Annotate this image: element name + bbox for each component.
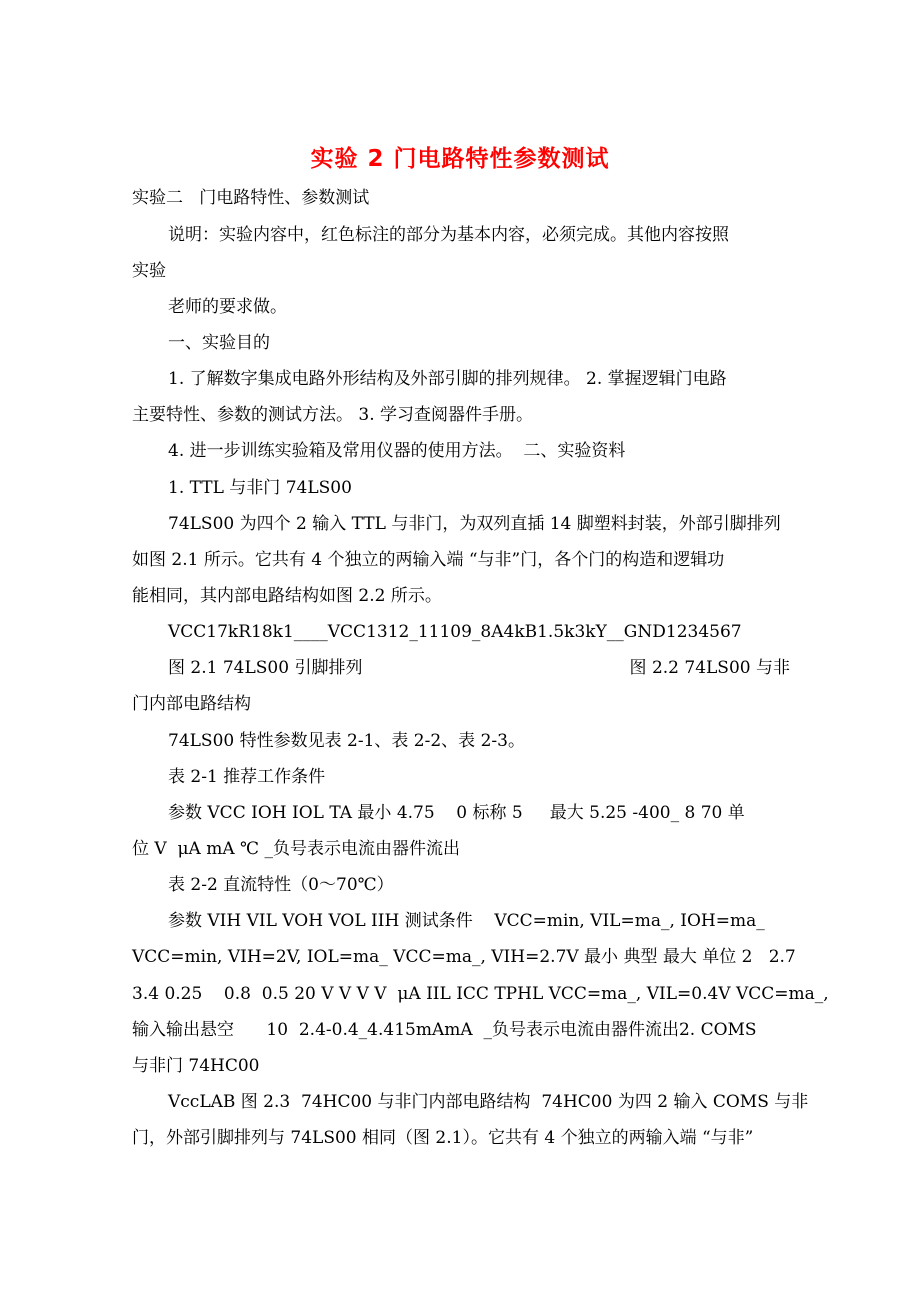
text-line: 老师的要求做。	[168, 297, 287, 317]
text-line: 门内部电路结构	[132, 694, 251, 714]
text-line: 与非门 74HC00	[132, 1056, 260, 1076]
text-line: 4. 进一步训练实验箱及常用仪器的使用方法。 二、实验资料	[168, 441, 626, 461]
text-line: VCC17kR18k1____VCC1312_11109_8A4kB1.5k3kY__GND1234567	[168, 622, 742, 642]
table-caption: 表 2-2 直流特性（0～70℃）	[168, 875, 394, 895]
text-line: 主要特性、参数的测试方法。 3. 学习查阅器件手册。	[132, 405, 534, 425]
text-line: 能相同，其内部电路结构如图 2.2 所示。	[132, 586, 442, 606]
text-line: VccLAB 图 2.3 74HC00 与非门内部电路结构 74HC00 为四 2 输入 COMS 与非	[168, 1092, 809, 1112]
text-line: 3.4 0.25 0.8 0.5 20 V V V V μA IIL ICC TPHL VCC=ma_, VIL=0.4V VCC=ma_,	[132, 984, 829, 1004]
page-title: 实验 2 门电路特性参数测试	[310, 146, 610, 172]
text-line: 一、实验目的	[168, 333, 270, 353]
text-line: 实验	[132, 261, 166, 281]
text-line: 74LS00 特性参数见表 2-1、表 2-2、表 2-3。	[168, 731, 525, 751]
text-line: 74LS00 为四个 2 输入 TTL 与非门，为双列直插 14 脚塑料封装，外部引脚排列	[168, 514, 781, 534]
text-line: 位 V μA mA ℃ _负号表示电流由器件流出	[132, 839, 460, 859]
figure-caption: 图 2.1 74LS00 引脚排列	[168, 658, 363, 678]
text-line: 实验二 门电路特性、参数测试	[132, 188, 370, 208]
text-line: 输入输出悬空 10 2.4-0.4_4.415mAmA _负号表示电流由器件流出2. COMS	[132, 1020, 757, 1040]
text-line: 门，外部引脚排列与 74LS00 相同（图 2.1）。它共有 4 个独立的两输入端 “与非”	[132, 1128, 754, 1148]
text-line: 参数 VCC IOH IOL TA 最小 4.75 0 标称 5 最大 5.25 -400_ 8 70 单	[168, 803, 745, 823]
table-caption: 表 2-1 推荐工作条件	[168, 767, 326, 787]
text-line: 1. 了解数字集成电路外形结构及外部引脚的排列规律。 2. 掌握逻辑门电路	[168, 369, 727, 389]
text-line: 参数 VIH VIL VOH VOL IIH 测试条件 VCC=min, VIL=ma_, IOH=ma_	[168, 911, 765, 931]
text-line: VCC=min, VIH=2V, IOL=ma_ VCC=ma_, VIH=2.7V 最小 典型 最大 单位 2 2.7	[132, 947, 796, 967]
text-line: 1. TTL 与非门 74LS00	[168, 478, 352, 498]
text-line: 如图 2.1 所示。它共有 4 个独立的两输入端 “与非”门，各个门的构造和逻辑功	[132, 550, 725, 570]
figure-caption: 图 2.2 74LS00 与非	[629, 658, 790, 678]
text-line: 说明：实验内容中，红色标注的部分为基本内容，必须完成。其他内容按照	[168, 225, 729, 245]
